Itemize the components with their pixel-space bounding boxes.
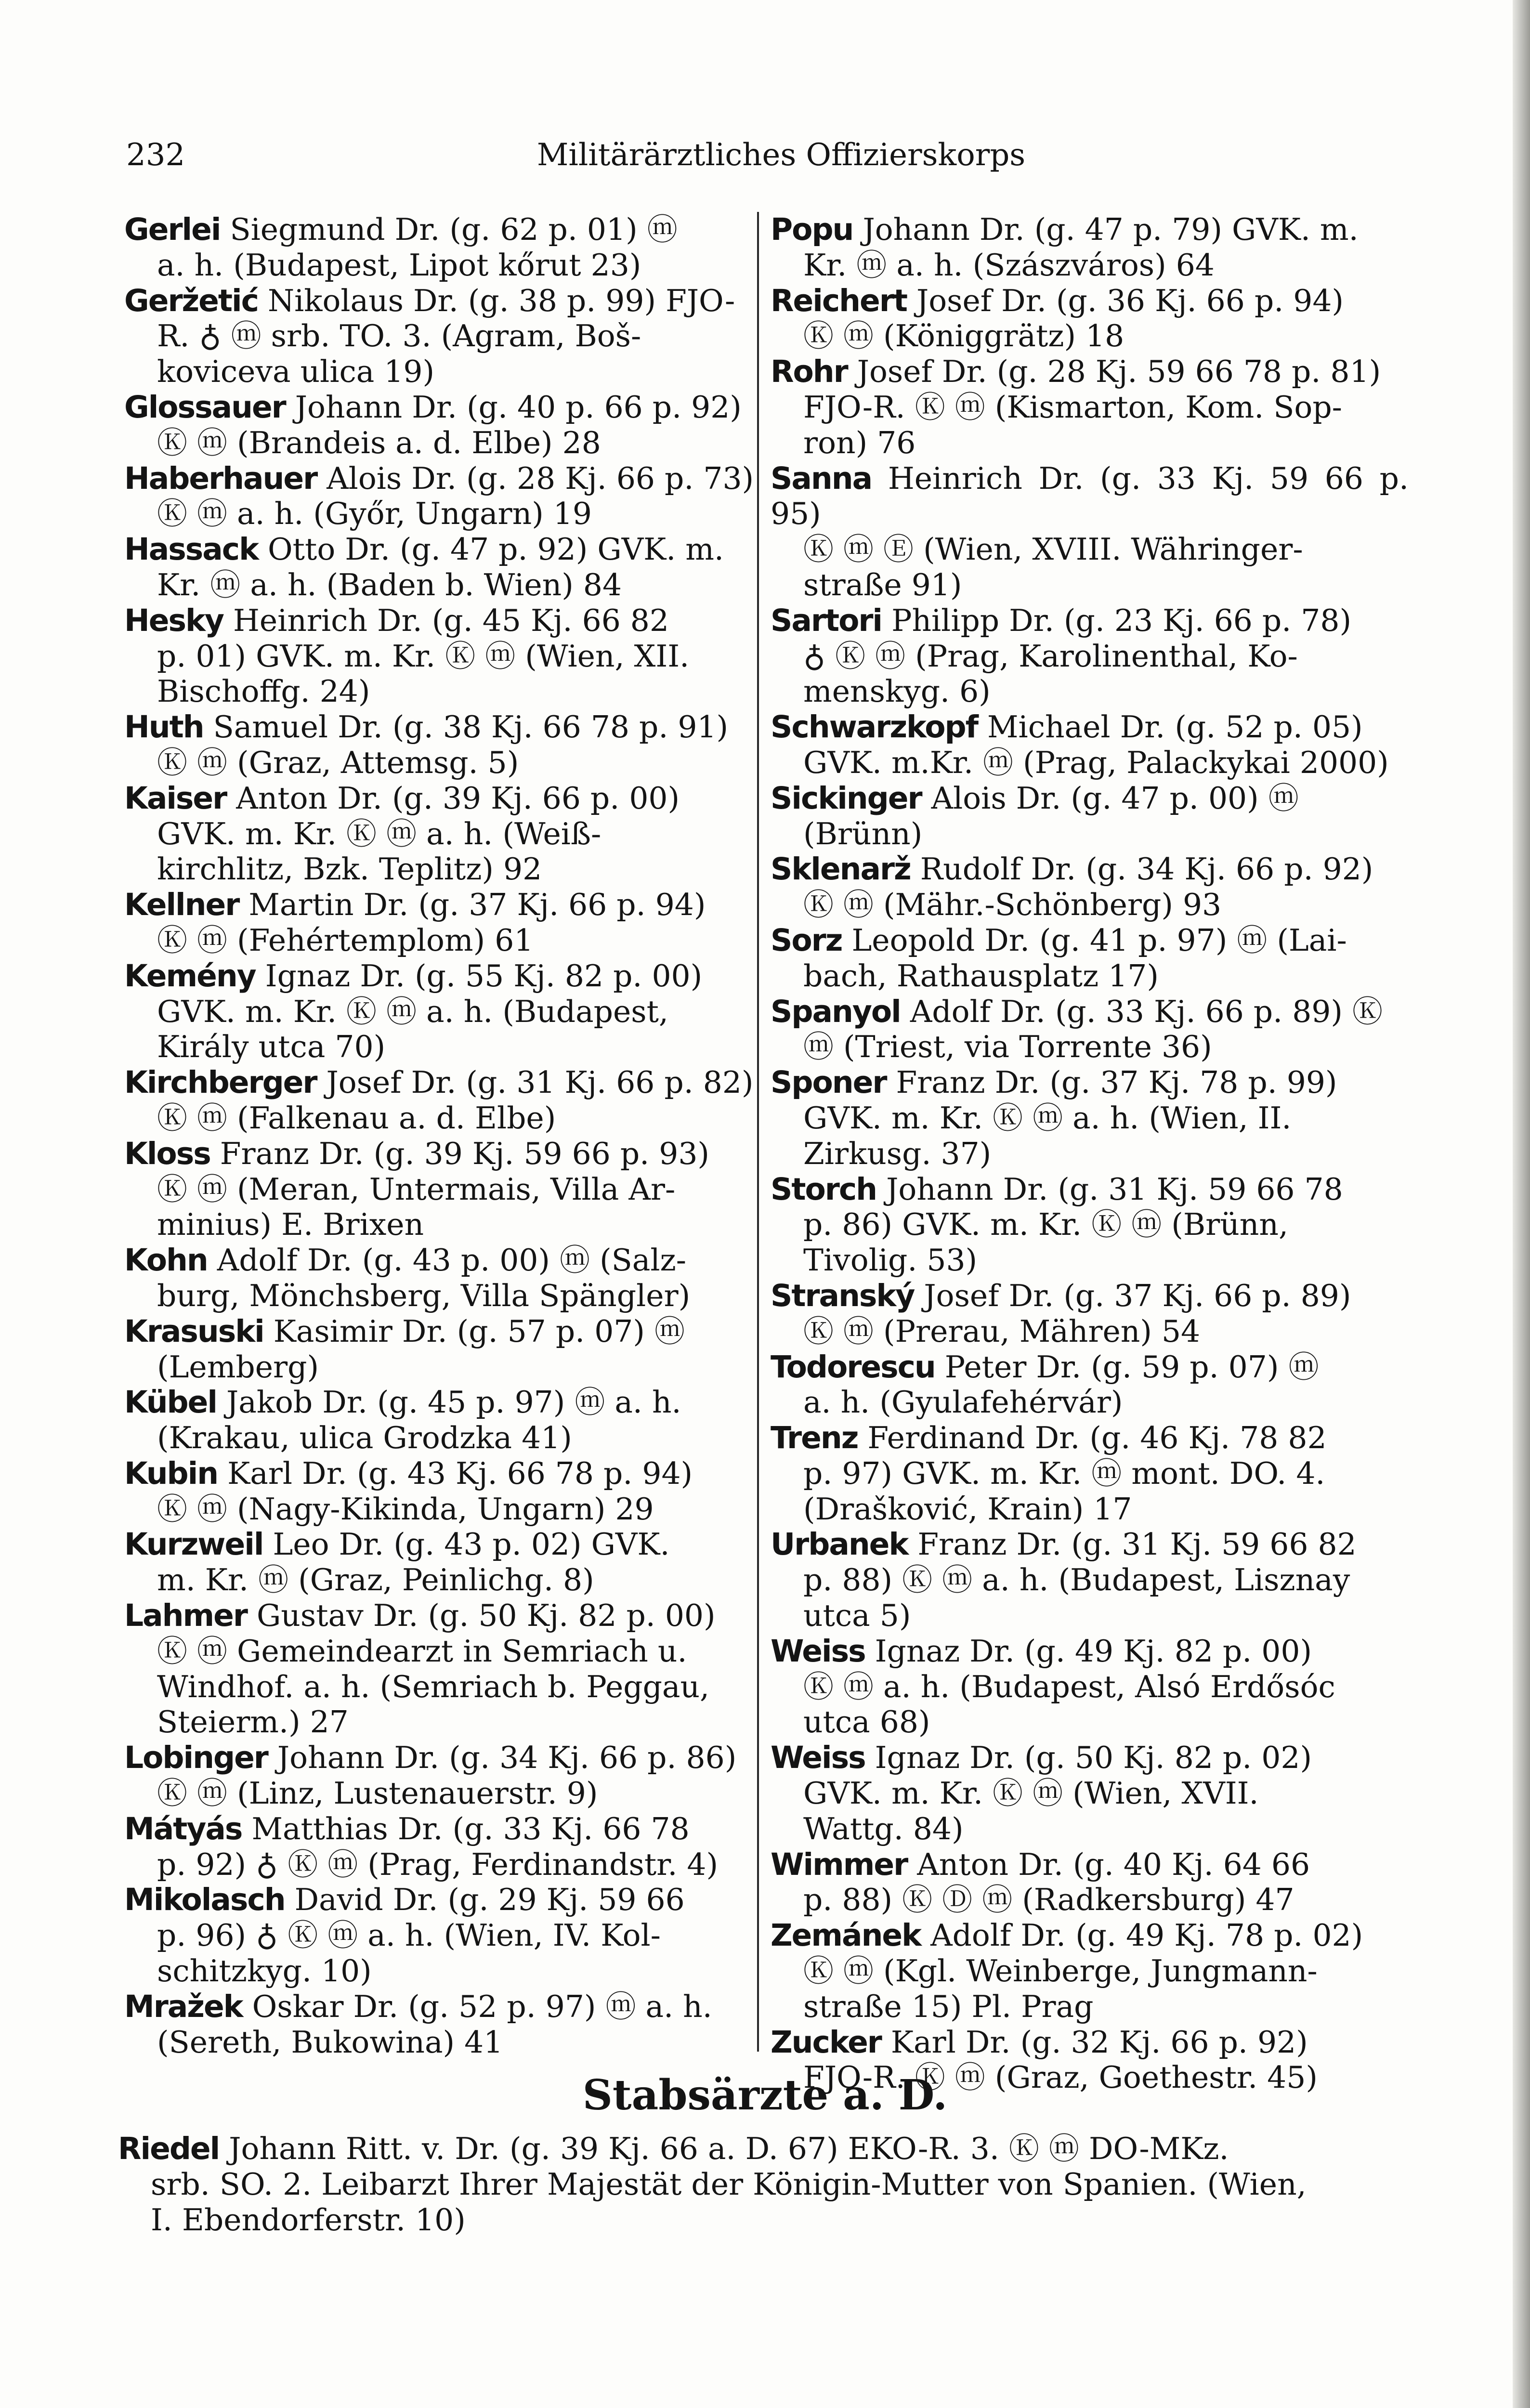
entry-text: Josef Dr. (g. 37 Kj. 66 p. 89) — [924, 1278, 1351, 1313]
entry-continuation: ron) 76 — [803, 425, 916, 460]
entry-surname: Kübel — [124, 1385, 217, 1420]
directory-entry — [771, 1420, 1409, 1527]
entry-continuation: Zirkusg. 37) — [803, 1136, 992, 1171]
entry-continuation: straße 91) — [803, 567, 962, 602]
entry-text: Otto Dr. (g. 47 p. 92) GVK. m. — [268, 532, 724, 567]
directory-entry — [124, 461, 762, 532]
directory-entry — [124, 958, 762, 1065]
entry-continuation: GVK. m.Kr. ⓜ (Prag, Palackykai 2000) — [803, 745, 1389, 780]
entry-text: Leopold Dr. (g. 41 p. 97) ⓜ (Lai- — [851, 922, 1347, 958]
entry-continuation: GVK. m. Kr. Ⓚ ⓜ a. h. (Weiß- — [157, 816, 602, 851]
entry-surname: Todorescu — [771, 1349, 935, 1385]
entry-surname: Sanna — [771, 460, 872, 496]
entry-continuation: Ⓚ ⓜ (Meran, Untermais, Villa Ar- — [157, 1171, 676, 1207]
entry-surname: Mikolasch — [124, 1882, 285, 1918]
directory-entry — [771, 923, 1409, 994]
entry-surname: Trenz — [771, 1420, 858, 1456]
entry-continuation: Wattg. 84) — [803, 1811, 964, 1846]
entry-text: Ignaz Dr. (g. 50 Kj. 82 p. 02) — [875, 1740, 1312, 1776]
entry-text: Josef Dr. (g. 31 Kj. 66 p. 82) — [326, 1065, 754, 1100]
directory-entry — [771, 781, 1409, 852]
entry-continuation: p. 97) GVK. m. Kr. ⓜ mont. DO. 4. — [803, 1455, 1325, 1491]
directory-entry — [771, 994, 1409, 1065]
entry-surname: Kaiser — [124, 780, 227, 816]
entry-text: Kasimir Dr. (g. 57 p. 07) ⓜ — [273, 1313, 685, 1349]
directory-entry — [771, 354, 1409, 460]
entry-surname: Schwarzkopf — [771, 709, 978, 745]
entry-text: Ferdinand Dr. (g. 46 Kj. 78 82 — [867, 1420, 1327, 1456]
entry-text: Anton Dr. (g. 39 Kj. 66 p. 00) — [236, 780, 680, 816]
directory-entry — [124, 1243, 762, 1314]
entry-text: Adolf Dr. (g. 33 Kj. 66 p. 89) Ⓚ — [910, 994, 1383, 1029]
page-number: 232 — [126, 137, 185, 173]
directory-entry — [124, 887, 762, 958]
entry-surname: Sickinger — [771, 780, 922, 816]
entry-text: Matthias Dr. (g. 33 Kj. 66 78 — [251, 1811, 690, 1846]
directory-entry — [124, 1882, 762, 1989]
entry-text: Josef Dr. (g. 36 Kj. 66 p. 94) — [916, 283, 1344, 318]
entry-surname: Haberhauer — [124, 460, 317, 496]
entry-text: Peter Dr. (g. 59 p. 07) ⓜ — [944, 1349, 1319, 1385]
entry-continuation: GVK. m. Kr. Ⓚ ⓜ (Wien, XVII. — [803, 1776, 1259, 1811]
entry-surname: Kloss — [124, 1136, 210, 1171]
entry-continuation: utca 5) — [803, 1598, 911, 1634]
entry-text: Oskar Dr. (g. 52 p. 97) ⓜ a. h. — [252, 1989, 712, 2024]
directory-entry — [124, 1811, 762, 1883]
entry-surname: Zemánek — [771, 1918, 921, 1953]
entry-continuation: menskyg. 6) — [803, 674, 991, 709]
entry-surname: Sklenarž — [771, 851, 911, 887]
section-heading: Stabsärzte a. D. — [582, 2071, 948, 2120]
directory-entry — [124, 781, 762, 887]
entry-text: Heinrich Dr. (g. 33 Kj. 59 66 p. 95) — [771, 460, 1409, 532]
entry-continuation: burg, Mönchsberg, Villa Spängler) — [157, 1278, 691, 1313]
entry-text: Franz Dr. (g. 31 Kj. 59 66 82 — [917, 1527, 1357, 1562]
entry-surname: Riedel — [118, 2131, 220, 2166]
column-divider — [757, 212, 759, 2052]
entry-surname: Storch — [771, 1171, 877, 1207]
directory-entry — [124, 1065, 762, 1136]
directory-entry — [124, 603, 762, 709]
entry-surname: Stranský — [771, 1278, 915, 1313]
entry-text: Karl Dr. (g. 32 Kj. 66 p. 92) — [890, 2024, 1308, 2060]
entry-continuation: minius) E. Brixen — [157, 1207, 424, 1243]
entry-surname: Kemény — [124, 958, 256, 994]
entry-continuation: (Krakau, ulica Grodzka 41) — [157, 1420, 572, 1456]
entry-continuation: bach, Rathausplatz 17) — [803, 958, 1159, 994]
entry-text: Siegmund Dr. (g. 62 p. 01) ⓜ — [230, 212, 678, 247]
directory-entry — [124, 1385, 762, 1456]
directory-entry — [124, 1740, 762, 1811]
entry-continuation: straße 15) Pl. Prag — [803, 1989, 1094, 2024]
entry-text: David Dr. (g. 29 Kj. 59 66 — [294, 1882, 685, 1918]
entry-continuation: a. h. (Gyulafehérvár) — [803, 1385, 1123, 1420]
entry-continuation: Ⓚ ⓜ (Königgrätz) 18 — [803, 318, 1125, 354]
entry-surname: Spanyol — [771, 994, 901, 1029]
entry-text: Heinrich Dr. (g. 45 Kj. 66 82 — [233, 602, 669, 638]
entry-continuation: Ⓚ ⓜ a. h. (Győr, Ungarn) 19 — [157, 496, 592, 532]
entry-text: Alois Dr. (g. 28 Kj. 66 p. 73) — [327, 460, 754, 496]
directory-entry — [124, 283, 762, 390]
entry-continuation: Király utca 70) — [157, 1029, 386, 1065]
directory-entry — [771, 1172, 1409, 1278]
entry-surname: Popu — [771, 212, 853, 247]
entry-continuation: GVK. m. Kr. Ⓚ ⓜ a. h. (Budapest, — [157, 994, 668, 1029]
directory-entry — [124, 1456, 762, 1527]
entry-text: Gustav Dr. (g. 50 Kj. 82 p. 00) — [256, 1598, 716, 1634]
entry-text: Ignaz Dr. (g. 55 Kj. 82 p. 00) — [265, 958, 703, 994]
entry-surname: Kellner — [124, 887, 239, 923]
entry-surname: Weiss — [771, 1633, 865, 1669]
entry-surname: Urbanek — [771, 1527, 908, 1562]
entry-surname: Lahmer — [124, 1598, 247, 1634]
directory-entry — [771, 212, 1409, 283]
entry-continuation: Ⓚ ⓜ a. h. (Budapest, Alsó Erdősóc — [803, 1669, 1335, 1704]
entry-text: Johann Dr. (g. 31 Kj. 59 66 78 — [886, 1171, 1343, 1207]
directory-entry — [124, 1314, 762, 1385]
entry-surname: Huth — [124, 709, 204, 745]
entry-text: Franz Dr. (g. 37 Kj. 78 p. 99) — [896, 1065, 1337, 1100]
entry-continuation: Kr. ⓜ a. h. (Szászváros) 64 — [803, 247, 1215, 283]
entry-surname: Kubin — [124, 1455, 218, 1491]
entry-continuation: schitzkyg. 10) — [157, 1953, 372, 1989]
entry-surname: Kirchberger — [124, 1065, 317, 1100]
entry-text: Rudolf Dr. (g. 34 Kj. 66 p. 92) — [920, 851, 1373, 887]
right-column — [771, 212, 1409, 2095]
directory-entry — [771, 461, 1409, 603]
entry-continuation: Ⓚ ⓜ (Nagy-Kikinda, Ungarn) 29 — [157, 1491, 654, 1527]
entry-surname: Sartori — [771, 602, 882, 638]
entry-text: Karl Dr. (g. 43 Kj. 66 78 p. 94) — [227, 1455, 693, 1491]
entry-surname: Sponer — [771, 1065, 887, 1100]
directory-entry — [124, 532, 762, 603]
entry-continuation: I. Ebendorferstr. 10) — [151, 2202, 466, 2238]
entry-continuation: Ⓚ ⓜ (Brandeis a. d. Elbe) 28 — [157, 425, 601, 460]
entry-text: Johann Dr. (g. 40 p. 66 p. 92) — [295, 389, 742, 425]
entry-continuation: Windhof. a. h. (Semriach b. Peggau, — [157, 1669, 710, 1704]
directory-entry — [771, 1740, 1409, 1846]
left-column — [124, 212, 762, 2060]
directory-entry — [771, 603, 1409, 709]
entry-continuation: (Lemberg) — [157, 1349, 319, 1385]
entry-surname: Rohr — [771, 354, 848, 390]
entry-continuation: p. 88) Ⓚ Ⓓ ⓜ (Radkersburg) 47 — [803, 1882, 1295, 1918]
entry-continuation: p. 92) ♁ Ⓚ ⓜ (Prag, Ferdinandstr. 4) — [157, 1846, 719, 1882]
entry-text: Michael Dr. (g. 52 p. 05) — [987, 709, 1363, 745]
entry-continuation: Ⓚ ⓜ (Kgl. Weinberge, Jungmann- — [803, 1953, 1318, 1989]
entry-continuation: utca 68) — [803, 1704, 930, 1740]
entry-continuation: Steierm.) 27 — [157, 1704, 349, 1740]
entry-text: Nikolaus Dr. (g. 38 p. 99) FJO- — [268, 283, 735, 318]
directory-entry — [771, 283, 1409, 354]
page-header — [126, 137, 1436, 181]
entry-continuation: m. Kr. ⓜ (Graz, Peinlichg. 8) — [157, 1562, 594, 1598]
entry-continuation: (Brünn) — [803, 816, 923, 851]
entry-text: Johann Dr. (g. 47 p. 79) GVK. m. — [863, 212, 1359, 247]
entry-continuation: (Drašković, Krain) 17 — [803, 1491, 1132, 1527]
entry-surname: Lobinger — [124, 1740, 268, 1776]
entry-text: Josef Dr. (g. 28 Kj. 59 66 78 p. 81) — [857, 354, 1381, 390]
entry-surname: Glossauer — [124, 389, 286, 425]
directory-entry — [771, 1527, 1409, 1633]
entry-continuation: Ⓚ ⓜ Gemeindearzt in Semriach u. — [157, 1633, 687, 1669]
scan-edge — [1513, 0, 1530, 2408]
entry-continuation: (Sereth, Bukowina) 41 — [157, 2024, 503, 2060]
directory-entry — [771, 1847, 1409, 1918]
directory-entry — [124, 390, 762, 461]
entry-continuation: srb. SO. 2. Leibarzt Ihrer Majestät der Königin-Mutter von Spanien. (Wien, — [151, 2166, 1307, 2202]
entry-text: Johann Ritt. v. Dr. (g. 39 Kj. 66 a. D. 67) EKO-R. 3. Ⓚ ⓜ DO-MKz. — [229, 2131, 1229, 2166]
directory-entry — [124, 212, 762, 283]
entry-surname: Hesky — [124, 602, 223, 638]
entry-text: Adolf Dr. (g. 43 p. 00) ⓜ (Salz- — [217, 1243, 686, 1278]
entry-continuation: p. 01) GVK. m. Kr. Ⓚ ⓜ (Wien, XII. — [157, 638, 690, 674]
entry-continuation: a. h. (Budapest, Lipot kőrut 23) — [157, 247, 641, 283]
entry-continuation: p. 88) Ⓚ ⓜ a. h. (Budapest, Lisznay — [803, 1562, 1350, 1598]
directory-entry — [124, 709, 762, 781]
entry-surname: Hassack — [124, 532, 258, 567]
entry-continuation: kirchlitz, Bzk. Teplitz) 92 — [157, 851, 542, 887]
directory-entry — [771, 1634, 1409, 1740]
entry-continuation: ♁ Ⓚ ⓜ (Prag, Karolinenthal, Ko- — [803, 638, 1298, 674]
directory-entry — [124, 1136, 762, 1243]
entry-text: Johann Dr. (g. 34 Kj. 66 p. 86) — [277, 1740, 737, 1776]
entry-text: Franz Dr. (g. 39 Kj. 59 66 p. 93) — [220, 1136, 709, 1171]
directory-entry — [771, 1349, 1409, 1421]
entry-surname: Reichert — [771, 283, 907, 318]
directory-entry — [771, 1918, 1409, 2024]
entry-continuation: Ⓚ ⓜ (Linz, Lustenauerstr. 9) — [157, 1776, 598, 1811]
entry-surname: Kurzweil — [124, 1527, 263, 1562]
entry-continuation: Tivolig. 53) — [803, 1243, 978, 1278]
entry-continuation: Bischoffg. 24) — [157, 674, 370, 709]
entry-continuation: FJO-R. Ⓚ ⓜ (Graz, Goethestr. 45) — [803, 2060, 1318, 2095]
entry-continuation: ⓜ (Triest, via Torrente 36) — [803, 1029, 1212, 1065]
directory-entry — [771, 851, 1409, 923]
entry-continuation: Kr. ⓜ a. h. (Baden b. Wien) 84 — [157, 567, 622, 602]
directory-entry — [124, 1598, 762, 1740]
entry-text: Alois Dr. (g. 47 p. 00) ⓜ — [931, 780, 1299, 816]
entry-text: Ignaz Dr. (g. 49 Kj. 82 p. 00) — [875, 1633, 1312, 1669]
entry-surname: Gerlei — [124, 212, 221, 247]
entry-continuation: Ⓚ ⓜ (Prerau, Mähren) 54 — [803, 1313, 1201, 1349]
entry-surname: Sorz — [771, 922, 842, 958]
directory-entry — [118, 2131, 1385, 2238]
entry-surname: Wimmer — [771, 1846, 908, 1882]
entry-continuation: R. ♁ ⓜ srb. TO. 3. (Agram, Boš- — [157, 318, 641, 354]
directory-entry — [124, 1527, 762, 1598]
entry-text: Adolf Dr. (g. 49 Kj. 78 p. 02) — [930, 1918, 1363, 1953]
entry-continuation: Ⓚ ⓜ (Mähr.-Schönberg) 93 — [803, 887, 1222, 923]
entry-continuation: Ⓚ ⓜ (Fehértemplom) 61 — [157, 922, 534, 958]
directory-entry — [771, 1065, 1409, 1171]
entry-continuation: koviceva ulica 19) — [157, 354, 435, 390]
entry-continuation: Ⓚ ⓜ (Falkenau a. d. Elbe) — [157, 1100, 556, 1136]
entry-surname: Weiss — [771, 1740, 865, 1776]
directory-entry — [124, 1989, 762, 2060]
entry-continuation: FJO-R. Ⓚ ⓜ (Kismarton, Kom. Sop- — [803, 389, 1342, 425]
entry-continuation: Ⓚ ⓜ (Graz, Attemsg. 5) — [157, 745, 519, 780]
entry-surname: Zucker — [771, 2024, 881, 2060]
entry-text: Samuel Dr. (g. 38 Kj. 66 78 p. 91) — [213, 709, 729, 745]
entry-text: Anton Dr. (g. 40 Kj. 64 66 — [917, 1846, 1310, 1882]
entry-continuation: Ⓚ ⓜ Ⓔ (Wien, XVIII. Währinger- — [803, 532, 1303, 567]
entry-text: Leo Dr. (g. 43 p. 02) GVK. — [273, 1527, 670, 1562]
entry-text: Martin Dr. (g. 37 Kj. 66 p. 94) — [248, 887, 706, 923]
entry-continuation: p. 86) GVK. m. Kr. Ⓚ ⓜ (Brünn, — [803, 1207, 1288, 1243]
entry-surname: Mražek — [124, 1989, 243, 2024]
entry-surname: Mátyás — [124, 1811, 242, 1846]
entry-continuation: GVK. m. Kr. Ⓚ ⓜ a. h. (Wien, II. — [803, 1100, 1292, 1136]
entry-text: Jakob Dr. (g. 45 p. 97) ⓜ a. h. — [226, 1385, 681, 1420]
directory-entry — [771, 709, 1409, 781]
entry-continuation: p. 96) ♁ Ⓚ ⓜ a. h. (Wien, IV. Kol- — [157, 1918, 661, 1953]
entry-text: Philipp Dr. (g. 23 Kj. 66 p. 78) — [891, 602, 1352, 638]
directory-entry — [771, 1278, 1409, 1349]
entry-surname: Kohn — [124, 1243, 208, 1278]
section-entries — [118, 2131, 1385, 2238]
running-title: Militärärztliches Offizierskorps — [536, 137, 1026, 173]
entry-surname: Krasuski — [124, 1313, 264, 1349]
entry-surname: Geržetić — [124, 283, 258, 318]
